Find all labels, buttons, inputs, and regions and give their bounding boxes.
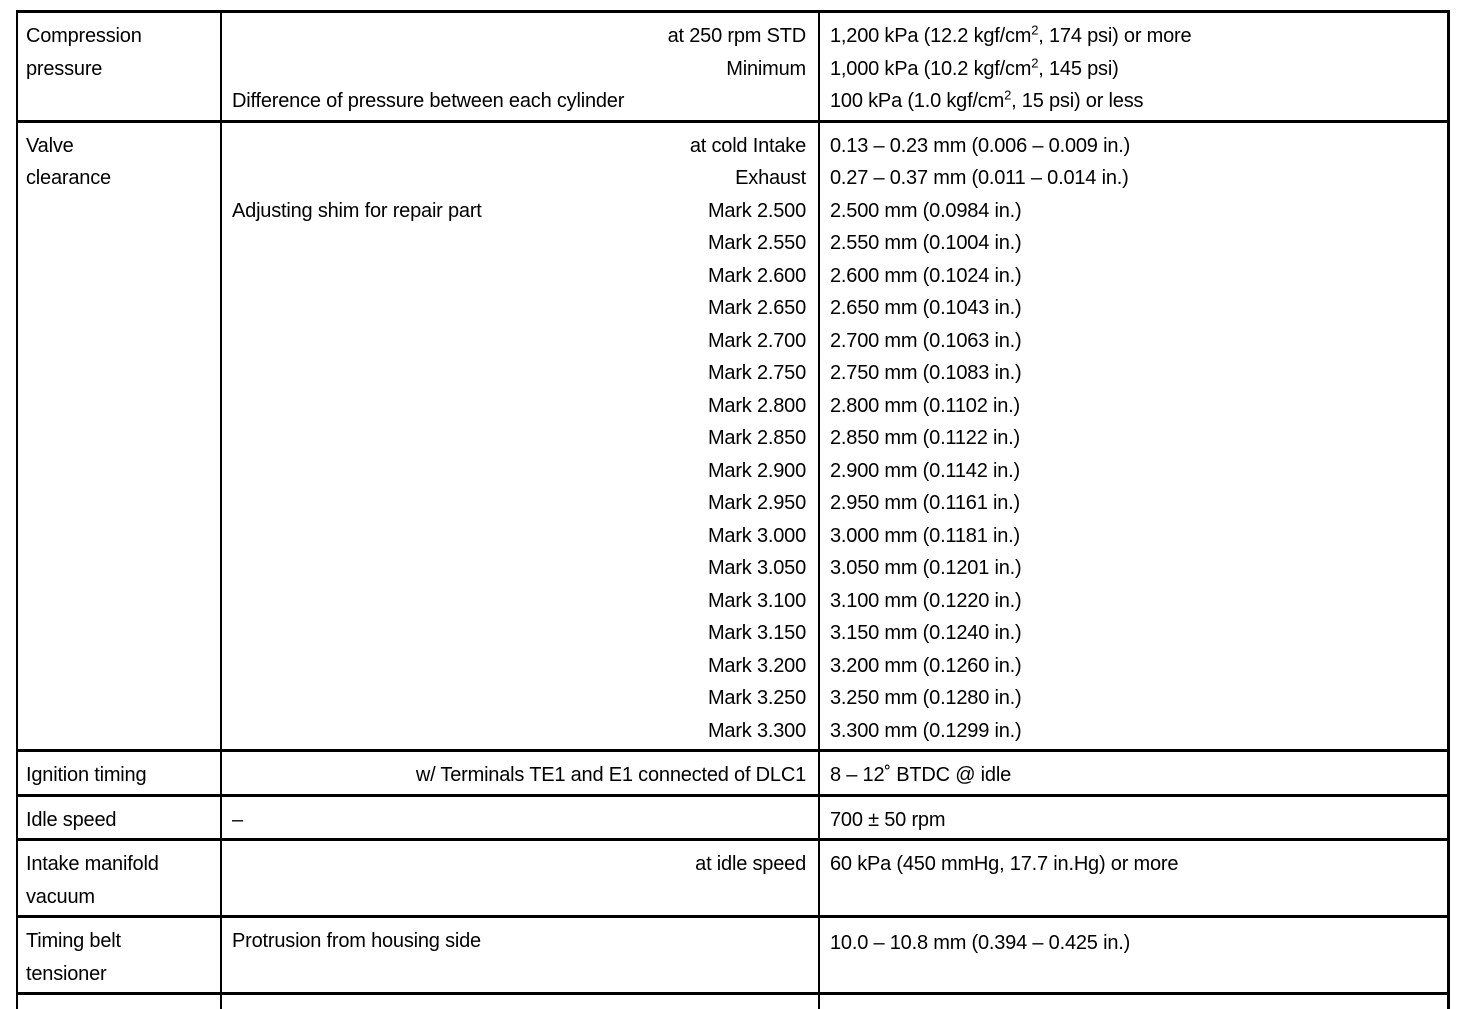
- condition-cell: [221, 12, 819, 122]
- condition-cell: [221, 751, 819, 796]
- shim-mark-line: [232, 715, 806, 748]
- value-intake: 0.13 – 0.23 mm (0.006 – 0.009 in.): [830, 130, 1447, 163]
- shim-mark-line: [232, 422, 806, 455]
- item-cell: [17, 917, 221, 994]
- row-intake-manifold-vacuum: [17, 840, 1448, 917]
- condition-minimum: Minimum: [232, 53, 806, 86]
- item-label-line-2: clearance: [26, 162, 220, 195]
- shim-mark: Mark 2.550: [708, 232, 806, 254]
- shim-mark-line: [232, 487, 806, 520]
- shim-mark-line: [232, 552, 806, 585]
- shim-mark: Mark 3.100: [708, 590, 806, 612]
- row-truncated: [17, 994, 1448, 1009]
- row-compression-pressure: [17, 12, 1448, 122]
- shim-mark-line: [232, 260, 806, 293]
- shim-value: 3.250 mm (0.1280 in.): [830, 682, 1447, 715]
- row-timing-belt-tensioner: [17, 917, 1448, 994]
- shim-mark-line: [232, 390, 806, 423]
- shim-value: 2.650 mm (0.1043 in.): [830, 292, 1447, 325]
- row-valve-clearance: [17, 121, 1448, 751]
- shim-value: 2.850 mm (0.1122 in.): [830, 422, 1447, 455]
- item-label: Idle speed: [26, 804, 220, 837]
- shim-value: 2.600 mm (0.1024 in.): [830, 260, 1447, 293]
- value-cell: [819, 840, 1448, 917]
- item-label: Ignition timing: [26, 759, 220, 792]
- shim-mark-line: [232, 650, 806, 683]
- condition-cell: [221, 840, 819, 917]
- shim-mark: Mark 3.300: [708, 720, 806, 742]
- item-label-line-1: Timing belt: [26, 925, 220, 958]
- shim-mark: Mark 2.750: [708, 362, 806, 384]
- shim-mark-line: [232, 585, 806, 618]
- condition-text: at idle speed: [232, 848, 806, 881]
- value-minimum: 1,000 kPa (10.2 kgf/$cm^2$, 145 psi): [830, 53, 1447, 86]
- shim-mark-line: [232, 455, 806, 488]
- item-cell: [17, 751, 221, 796]
- shim-mark: Mark 2.500: [708, 195, 806, 228]
- condition-std: at 250 rpm STD: [232, 20, 806, 53]
- shim-mark: Mark 3.150: [708, 622, 806, 644]
- value-cell: [819, 751, 1448, 796]
- shim-mark-line: [232, 227, 806, 260]
- item-label-line-2: tensioner: [26, 958, 220, 991]
- shim-mark-line: [232, 195, 806, 228]
- value-exhaust: 0.27 – 0.37 mm (0.011 – 0.014 in.): [830, 162, 1447, 195]
- shim-value: 2.800 mm (0.1102 in.): [830, 390, 1447, 423]
- shim-value: 2.900 mm (0.1142 in.): [830, 455, 1447, 488]
- condition-exhaust: Exhaust: [232, 162, 806, 195]
- item-cell: [17, 121, 221, 751]
- shim-value: 2.700 mm (0.1063 in.): [830, 325, 1447, 358]
- value-std: 1,200 kPa (12.2 kgf/$cm^2$, 174 psi) or more: [830, 20, 1447, 53]
- shim-mark: Mark 2.650: [708, 297, 806, 319]
- condition-intake: at cold Intake: [232, 130, 806, 163]
- shim-value: 2.750 mm (0.1083 in.): [830, 357, 1447, 390]
- item-label-line-2: vacuum: [26, 881, 220, 914]
- item-label-line-1: Intake manifold: [26, 848, 220, 881]
- row-idle-speed: [17, 795, 1448, 840]
- condition-cell: [221, 795, 819, 840]
- shim-value: 3.300 mm (0.1299 in.): [830, 715, 1447, 748]
- shim-mark-line: [232, 357, 806, 390]
- shim-mark: Mark 3.000: [708, 525, 806, 547]
- value-text: 8 – 12˚ BTDC @ idle: [830, 759, 1447, 792]
- shim-mark: Mark 3.250: [708, 687, 806, 709]
- shim-value: 3.150 mm (0.1240 in.): [830, 617, 1447, 650]
- shim-mark: Mark 2.900: [708, 460, 806, 482]
- item-cell: [17, 12, 221, 122]
- value-difference: 100 kPa (1.0 kgf/$cm^2$, 15 psi) or less: [830, 85, 1447, 118]
- shim-value: 3.200 mm (0.1260 in.): [830, 650, 1447, 683]
- value-cell: [819, 917, 1448, 994]
- spec-table: [16, 10, 1450, 1009]
- condition-cell: [221, 121, 819, 751]
- item-cell: [17, 795, 221, 840]
- item-label-line-1: Compression: [26, 20, 220, 53]
- shim-value: 2.950 mm (0.1161 in.): [830, 487, 1447, 520]
- item-label-line-2: pressure: [26, 53, 220, 86]
- item-cell: [17, 840, 221, 917]
- shim-mark-line: [232, 325, 806, 358]
- shim-mark: Mark 3.050: [708, 557, 806, 579]
- condition-text: –: [232, 804, 806, 837]
- condition-text: w/ Terminals TE1 and E1 connected of DLC1: [232, 759, 806, 792]
- row-ignition-timing: [17, 751, 1448, 796]
- shim-mark: Mark 2.700: [708, 330, 806, 352]
- value-cell: [819, 12, 1448, 122]
- shim-mark: Mark 2.800: [708, 395, 806, 417]
- shim-value: 3.050 mm (0.1201 in.): [830, 552, 1447, 585]
- shim-mark: Mark 2.950: [708, 492, 806, 514]
- condition-difference: Difference of pressure between each cylinder: [232, 85, 806, 118]
- condition-text: Protrusion from housing side: [232, 925, 806, 958]
- value-text: 60 kPa (450 mmHg, 17.7 in.Hg) or more: [830, 848, 1447, 881]
- shim-value: 3.100 mm (0.1220 in.): [830, 585, 1447, 618]
- shim-value: 2.500 mm (0.0984 in.): [830, 195, 1447, 228]
- shim-mark: Mark 2.600: [708, 265, 806, 287]
- value-cell: [819, 121, 1448, 751]
- value-cell: [819, 795, 1448, 840]
- value-text: 10.0 – 10.8 mm (0.394 – 0.425 in.): [830, 925, 1447, 960]
- shim-section-label: Adjusting shim for repair part: [232, 195, 482, 228]
- shim-mark: Mark 3.200: [708, 655, 806, 677]
- shim-mark-line: [232, 617, 806, 650]
- shim-mark: Mark 2.850: [708, 427, 806, 449]
- condition-cell: [221, 917, 819, 994]
- value-text: 700 ± 50 rpm: [830, 804, 1447, 837]
- shim-value: 3.000 mm (0.1181 in.): [830, 520, 1447, 553]
- item-label-line-1: Valve: [26, 130, 220, 163]
- shim-mark-line: [232, 682, 806, 715]
- shim-mark-line: [232, 520, 806, 553]
- shim-value: 2.550 mm (0.1004 in.): [830, 227, 1447, 260]
- shim-mark-line: [232, 292, 806, 325]
